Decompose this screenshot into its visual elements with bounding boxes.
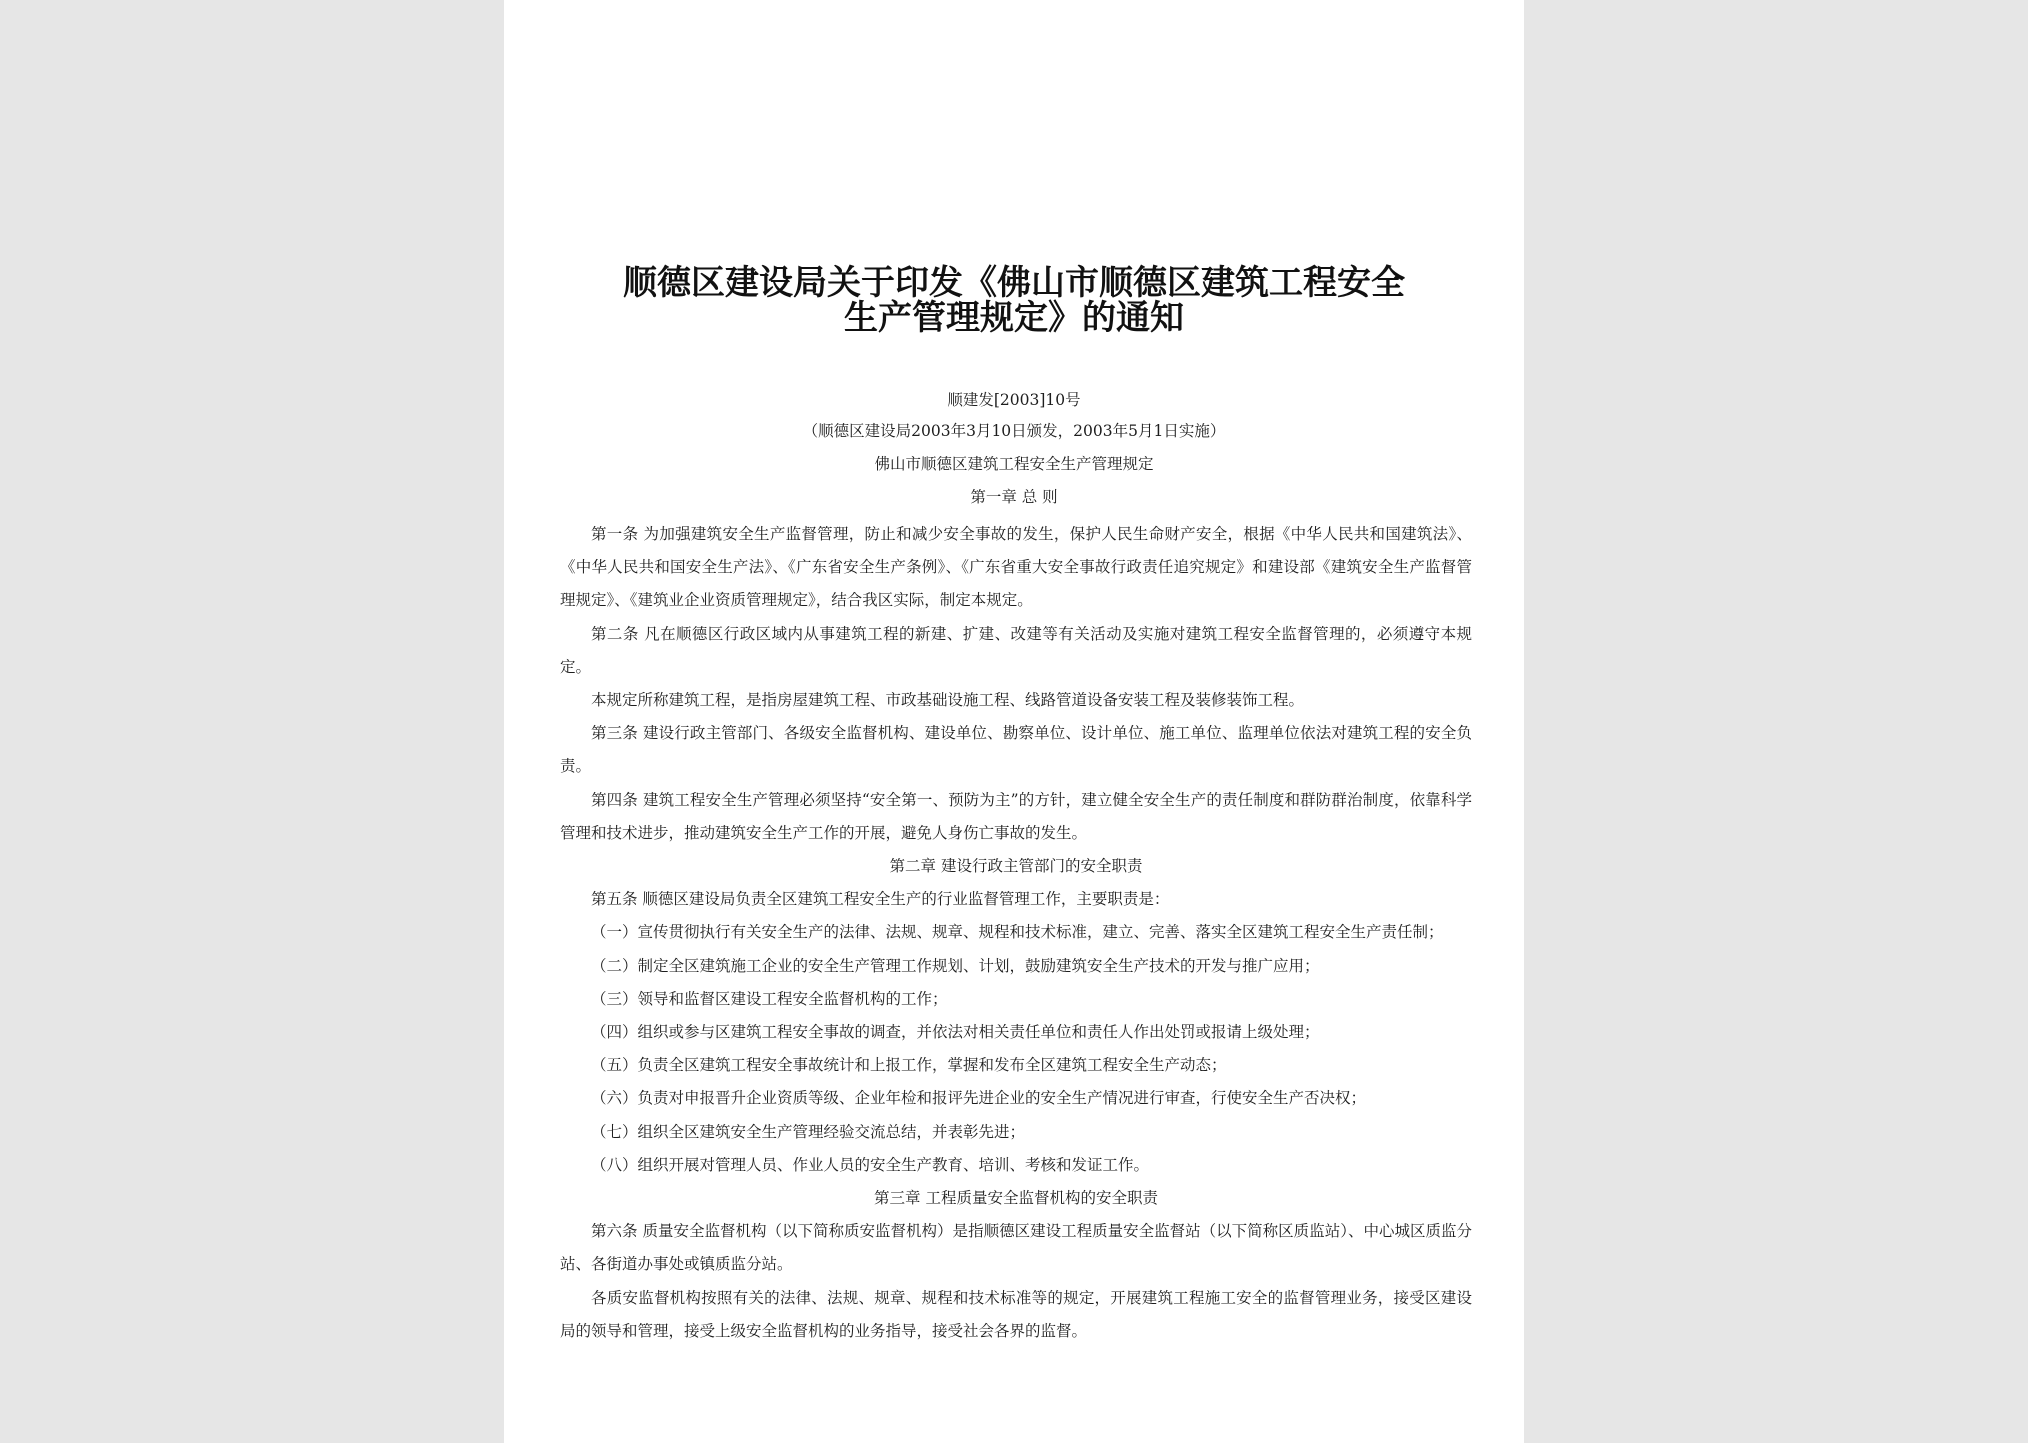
paragraph: 第六条 质量安全监督机构（以下简称质安监督机构）是指顺德区建设工程质量安全监督站（以下简称区质监站）、中心城区质监分站、各街道办事处或镇质监分站。 — [560, 1222, 1472, 1274]
document-page — [504, 0, 1524, 1443]
paragraph: （八）组织开展对管理人员、作业人员的安全生产教育、培训、考核和发证工作。 — [591, 1155, 1150, 1174]
paragraph: 第二条 凡在顺德区行政区域内从事建筑工程的新建、扩建、改建等有关活动及实施对建筑工程安全监督管理的，必须遵守本规定。 — [560, 624, 1472, 676]
paragraph: （五）负责全区建筑工程安全事故统计和上报工作，掌握和发布全区建筑工程安全生产动态； — [591, 1056, 1227, 1075]
paragraph: 各质安监督机构按照有关的法律、法规、规章、规程和技术标准等的规定，开展建筑工程施工安全的监督管理业务，接受区建设局的领导和管理，接受上级安全监督机构的业务指导，接受社会各界的监督。 — [560, 1288, 1472, 1340]
paragraph: 第四条 建筑工程安全生产管理必须坚持“安全第一、预防为主”的方针，建立健全安全生产的责任制度和群防群治制度，依靠科学管理和技术进步，推动建筑安全生产工作的开展，避免人身伤亡事故的发生。 — [560, 790, 1472, 842]
paragraph: 第五条 顺德区建设局负责全区建筑工程安全生产的行业监督管理工作，主要职责是： — [591, 890, 1170, 909]
document-title-line-2: 生产管理规定》的通知 — [844, 298, 1184, 338]
paragraph: （三）领导和监督区建设工程安全监督机构的工作； — [591, 989, 948, 1008]
chapter-heading: 第二章 建设行政主管部门的安全职责 — [889, 857, 1143, 876]
document-body — [560, 518, 1472, 1348]
paragraph: （四）组织或参与区建筑工程安全事故的调查，并依法对相关责任单位和责任人作出处罚或报请上级处理； — [591, 1023, 1320, 1042]
paragraph: （二）制定全区建筑施工企业的安全生产管理工作规划、计划，鼓励建筑安全生产技术的开发与推广应用； — [591, 956, 1320, 975]
regulation-title: 佛山市顺德区建筑工程安全生产管理规定 — [874, 455, 1154, 473]
paragraph: 第三条 建设行政主管部门、各级安全监督机构、建设单位、勘察单位、设计单位、施工单位、监理单位依法对建筑工程的安全负责。 — [560, 724, 1472, 776]
issue-info: （顺德区建设局2003年3月10日颁发，2003年5月1日实施） — [802, 422, 1226, 440]
document-number: 顺建发[2003]10号 — [947, 391, 1081, 409]
chapter-heading: 第三章 工程质量安全监督机构的安全职责 — [874, 1189, 1158, 1208]
paragraph: （一）宣传贯彻执行有关安全生产的法律、法规、规章、规程和技术标准，建立、完善、落实全区建筑工程安全生产责任制； — [591, 923, 1444, 942]
document-title-line-1: 顺德区建设局关于印发《佛山市顺德区建筑工程安全 — [623, 263, 1405, 303]
paragraph: （七）组织全区建筑安全生产管理经验交流总结，并表彰先进； — [591, 1122, 1026, 1141]
paragraph: 本规定所称建筑工程，是指房屋建筑工程、市政基础设施工程、线路管道设备安装工程及装修装饰工程。 — [591, 691, 1305, 710]
paragraph: （六）负责对申报晋升企业资质等级、企业年检和报评先进企业的安全生产情况进行审查，行使安全生产否决权； — [591, 1089, 1367, 1108]
chapter-heading: 第一章 总 则 — [970, 488, 1058, 506]
paragraph: 第一条 为加强建筑安全生产监督管理，防止和减少安全事故的发生，保护人民生命财产安全，根据《中华人民共和国建筑法》、《中华人民共和国安全生产法》、《广东省安全生产条例》、《广东省重大安全事故行政责任追究规定》和建设部《建筑安全生产监督管理规定》、《建筑业企业资质管理规定》，结合我区实际，制定本规定。 — [560, 525, 1472, 610]
